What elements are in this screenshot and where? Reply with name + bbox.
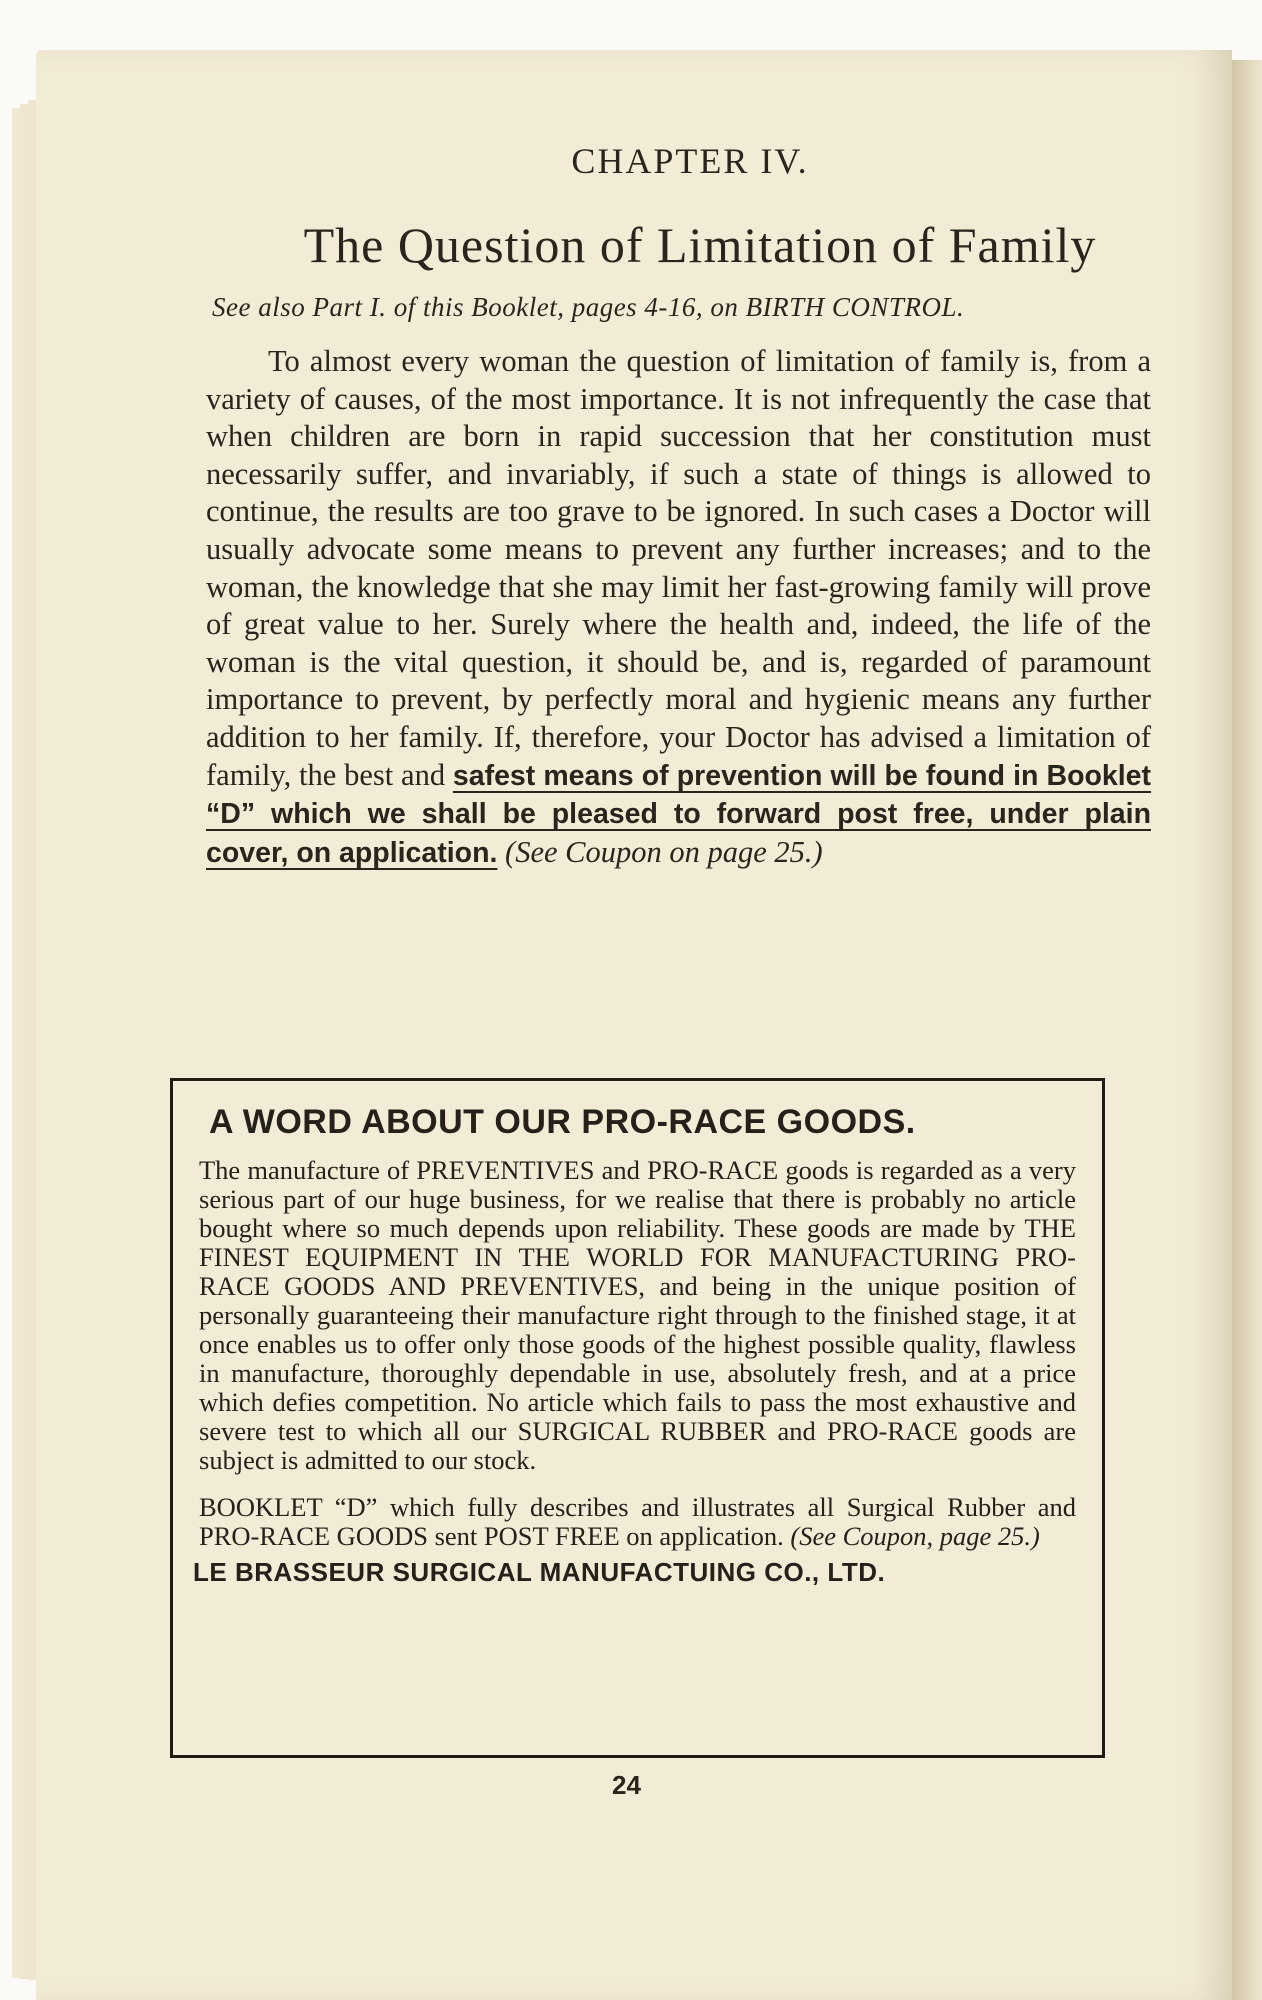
paragraph-text: To almost every woman the question of limitation of family is, from a variety of causes, of the most importance. It is not infrequently the case that when children are born in rapid succession that her constitution must necessarily suffer, and invariably, if such a state of things is allowed to continue, the results are too grave to be ignored. In such cases a Doctor will usually advocate some means to prevent any further increases; and to the woman, the knowledge that she may limit her fast-growing family will prove of great value to her. Surely where the health and, indeed, the life of the woman is the vital question, it should be, and is, regarded of paramount importance to prevent, by perfectly moral and hygienic means any further addition to her family. If, therefore, your Doctor has advised a limitation of family, the best and <box>206 344 1151 792</box>
paragraph-bold-text: safest means of prevention will be found in Booklet “D” which we shall be pleased to forward post free, under plain cover, on application. <box>206 759 1151 869</box>
see-also-note: See also Part I. of this Booklet, pages 4-16, on BIRTH CONTROL. <box>212 292 965 322</box>
body-paragraph <box>190 343 1151 872</box>
company-name: LE BRASSEUR SURGICAL MANUFACTUING CO., LTD. <box>193 1557 886 1587</box>
pro-race-goods-box <box>170 1078 1105 1758</box>
chapter-heading: CHAPTER IV. <box>571 141 809 181</box>
page-number: 24 <box>612 1770 641 1800</box>
page-content <box>190 140 1150 872</box>
chapter-title: The Question of Limitation of Family <box>303 217 1097 273</box>
booklet-note <box>199 1493 1076 1551</box>
booklet-coupon-note: (See Coupon, page 25.) <box>790 1521 1040 1551</box>
box-title: A WORD ABOUT OUR PRO-RACE GOODS. <box>209 1103 916 1141</box>
box-body: The manufacture of PREVENTIVES and PRO-RACE goods is regarded as a very serious part of our huge business, for we realise that there is probably no article bought where so much depends upon reliability. These goods are made by THE FINEST EQUIPMENT IN THE WORLD FOR MANUFACTURING PRO-RACE GOODS AND PREVENTIVES, and being in the unique position of personally guaranteeing their manufacture right through to the finished stage, it at once enables us to offer only those goods of the highest possible quality, flawless in manufacture, thoroughly dependable in use, absolutely fresh, and at a price which defies competition. No article which fails to pass the most exhaustive and severe test to which all our SURGICAL RUBBER and PRO-RACE goods are subject is admitted to our stock. <box>199 1155 1076 1475</box>
booklet-text: BOOKLET “D” which fully describes and illustrates all Surgical Rubber and PRO-RACE GOODS sent POST FREE on application. <box>199 1492 1076 1551</box>
paragraph-coupon-note: (See Coupon on page 25.) <box>505 834 823 869</box>
